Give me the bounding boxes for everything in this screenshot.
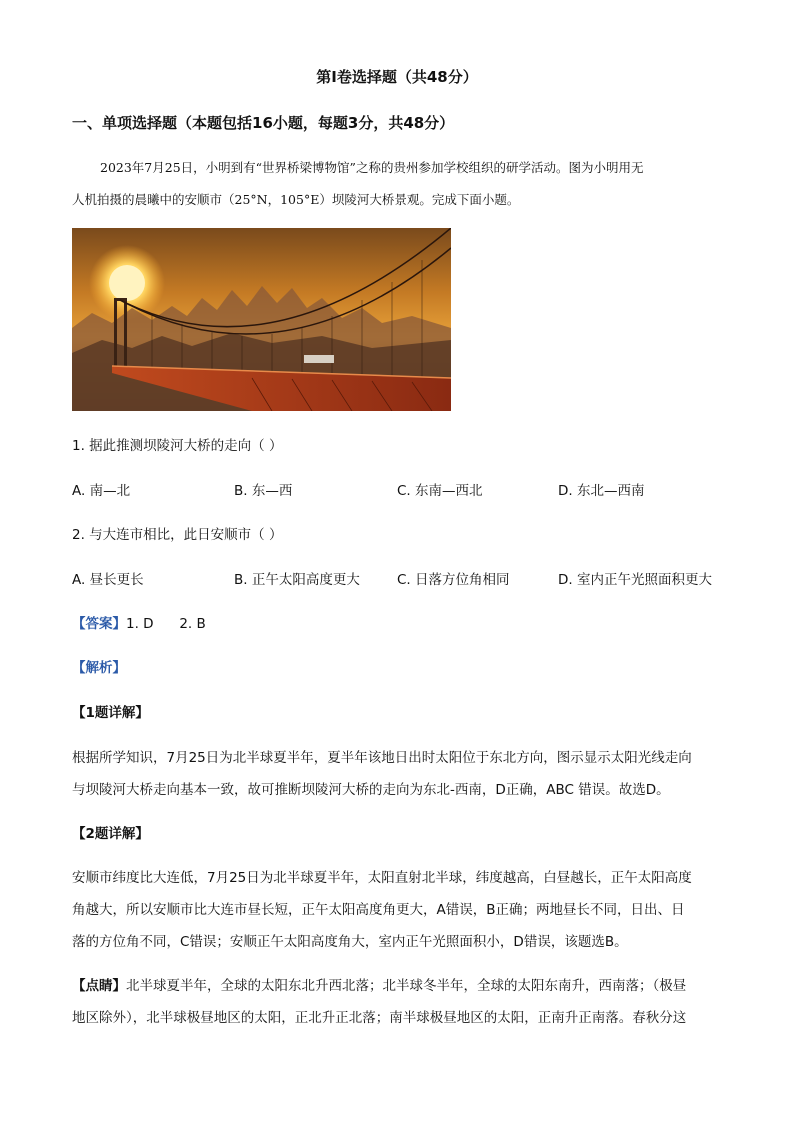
tip-line-1: 北半球夏半年，全球的太阳东北升西北落；北半球冬半年，全球的太阳东南升，西南落；（极昼 xyxy=(126,978,687,994)
detail-1-line-1: 根据所学知识，7月25日为北半球夏半年，夏半年该地日出时太阳位于东北方向，图示显示太阳光线走向 xyxy=(72,750,692,766)
detail-2-line-1: 安顺市纬度比大连低，7月25日为北半球夏半年，太阳直射北半球，纬度越高，白昼越长，正午太阳高度 xyxy=(72,870,692,886)
tip-line-1-wrap xyxy=(72,974,686,994)
q1-option-b: B. 东—西 xyxy=(234,483,293,499)
q2-option-d: D. 室内正午光照面积更大 xyxy=(558,572,712,588)
detail-2-line-2: 角越大，所以安顺市比大连市昼长短，正午太阳高度角更大，A错误，B正确；两地昼长不同，日出、日 xyxy=(72,902,685,918)
tip-label: 【点睛】 xyxy=(72,978,126,994)
q1-option-d: D. 东北—西南 xyxy=(558,483,645,499)
detail-2-label: 【2题详解】 xyxy=(72,826,149,842)
part-title: 第Ⅰ卷选择题（共48分） xyxy=(316,68,478,86)
intro-line-1: 2023年7月25日，小明到有“世界桥梁博物馆”之称的贵州参加学校组织的研学活动。图为小明用无 xyxy=(100,160,644,175)
answer-line xyxy=(72,612,206,632)
detail-1-label: 【1题详解】 xyxy=(72,705,149,721)
detail-1-line-2: 与坝陵河大桥走向基本一致，故可推断坝陵河大桥的走向为东北-西南，D正确，ABC 错误。故选D。 xyxy=(72,782,670,798)
q1-option-a: A. 南—北 xyxy=(72,483,131,499)
question-2-stem: 2. 与大连市相比，此日安顺市（ ） xyxy=(72,527,283,543)
question-1-stem: 1. 据此推测坝陵河大桥的走向（ ） xyxy=(72,438,283,454)
answer-label: 【答案】 xyxy=(72,616,126,632)
answer-text: 1. D 2. B xyxy=(126,616,206,632)
analysis-label: 【解析】 xyxy=(72,660,126,676)
q2-option-a: A. 昼长更长 xyxy=(72,572,144,588)
q1-option-c: C. 东南—西北 xyxy=(397,483,483,499)
detail-2-line-3: 落的方位角不同，C错误；安顺正午太阳高度角大，室内正午光照面积小，D错误，该题选B。 xyxy=(72,934,628,950)
tip-line-2: 地区除外），北半球极昼地区的太阳，正北升正北落；南半球极昼地区的太阳，正南升正南落。春秋分这 xyxy=(72,1010,687,1026)
q2-option-b: B. 正午太阳高度更大 xyxy=(234,572,360,588)
bridge-sunrise-photo xyxy=(72,228,451,411)
q2-option-c: C. 日落方位角相同 xyxy=(397,572,510,588)
intro-line-2: 人机拍摄的晨曦中的安顺市（25°N，105°E）坝陵河大桥景观。完成下面小题。 xyxy=(72,192,520,207)
section-title: 一、单项选择题（本题包括16小题，每题3分，共48分） xyxy=(72,114,455,132)
